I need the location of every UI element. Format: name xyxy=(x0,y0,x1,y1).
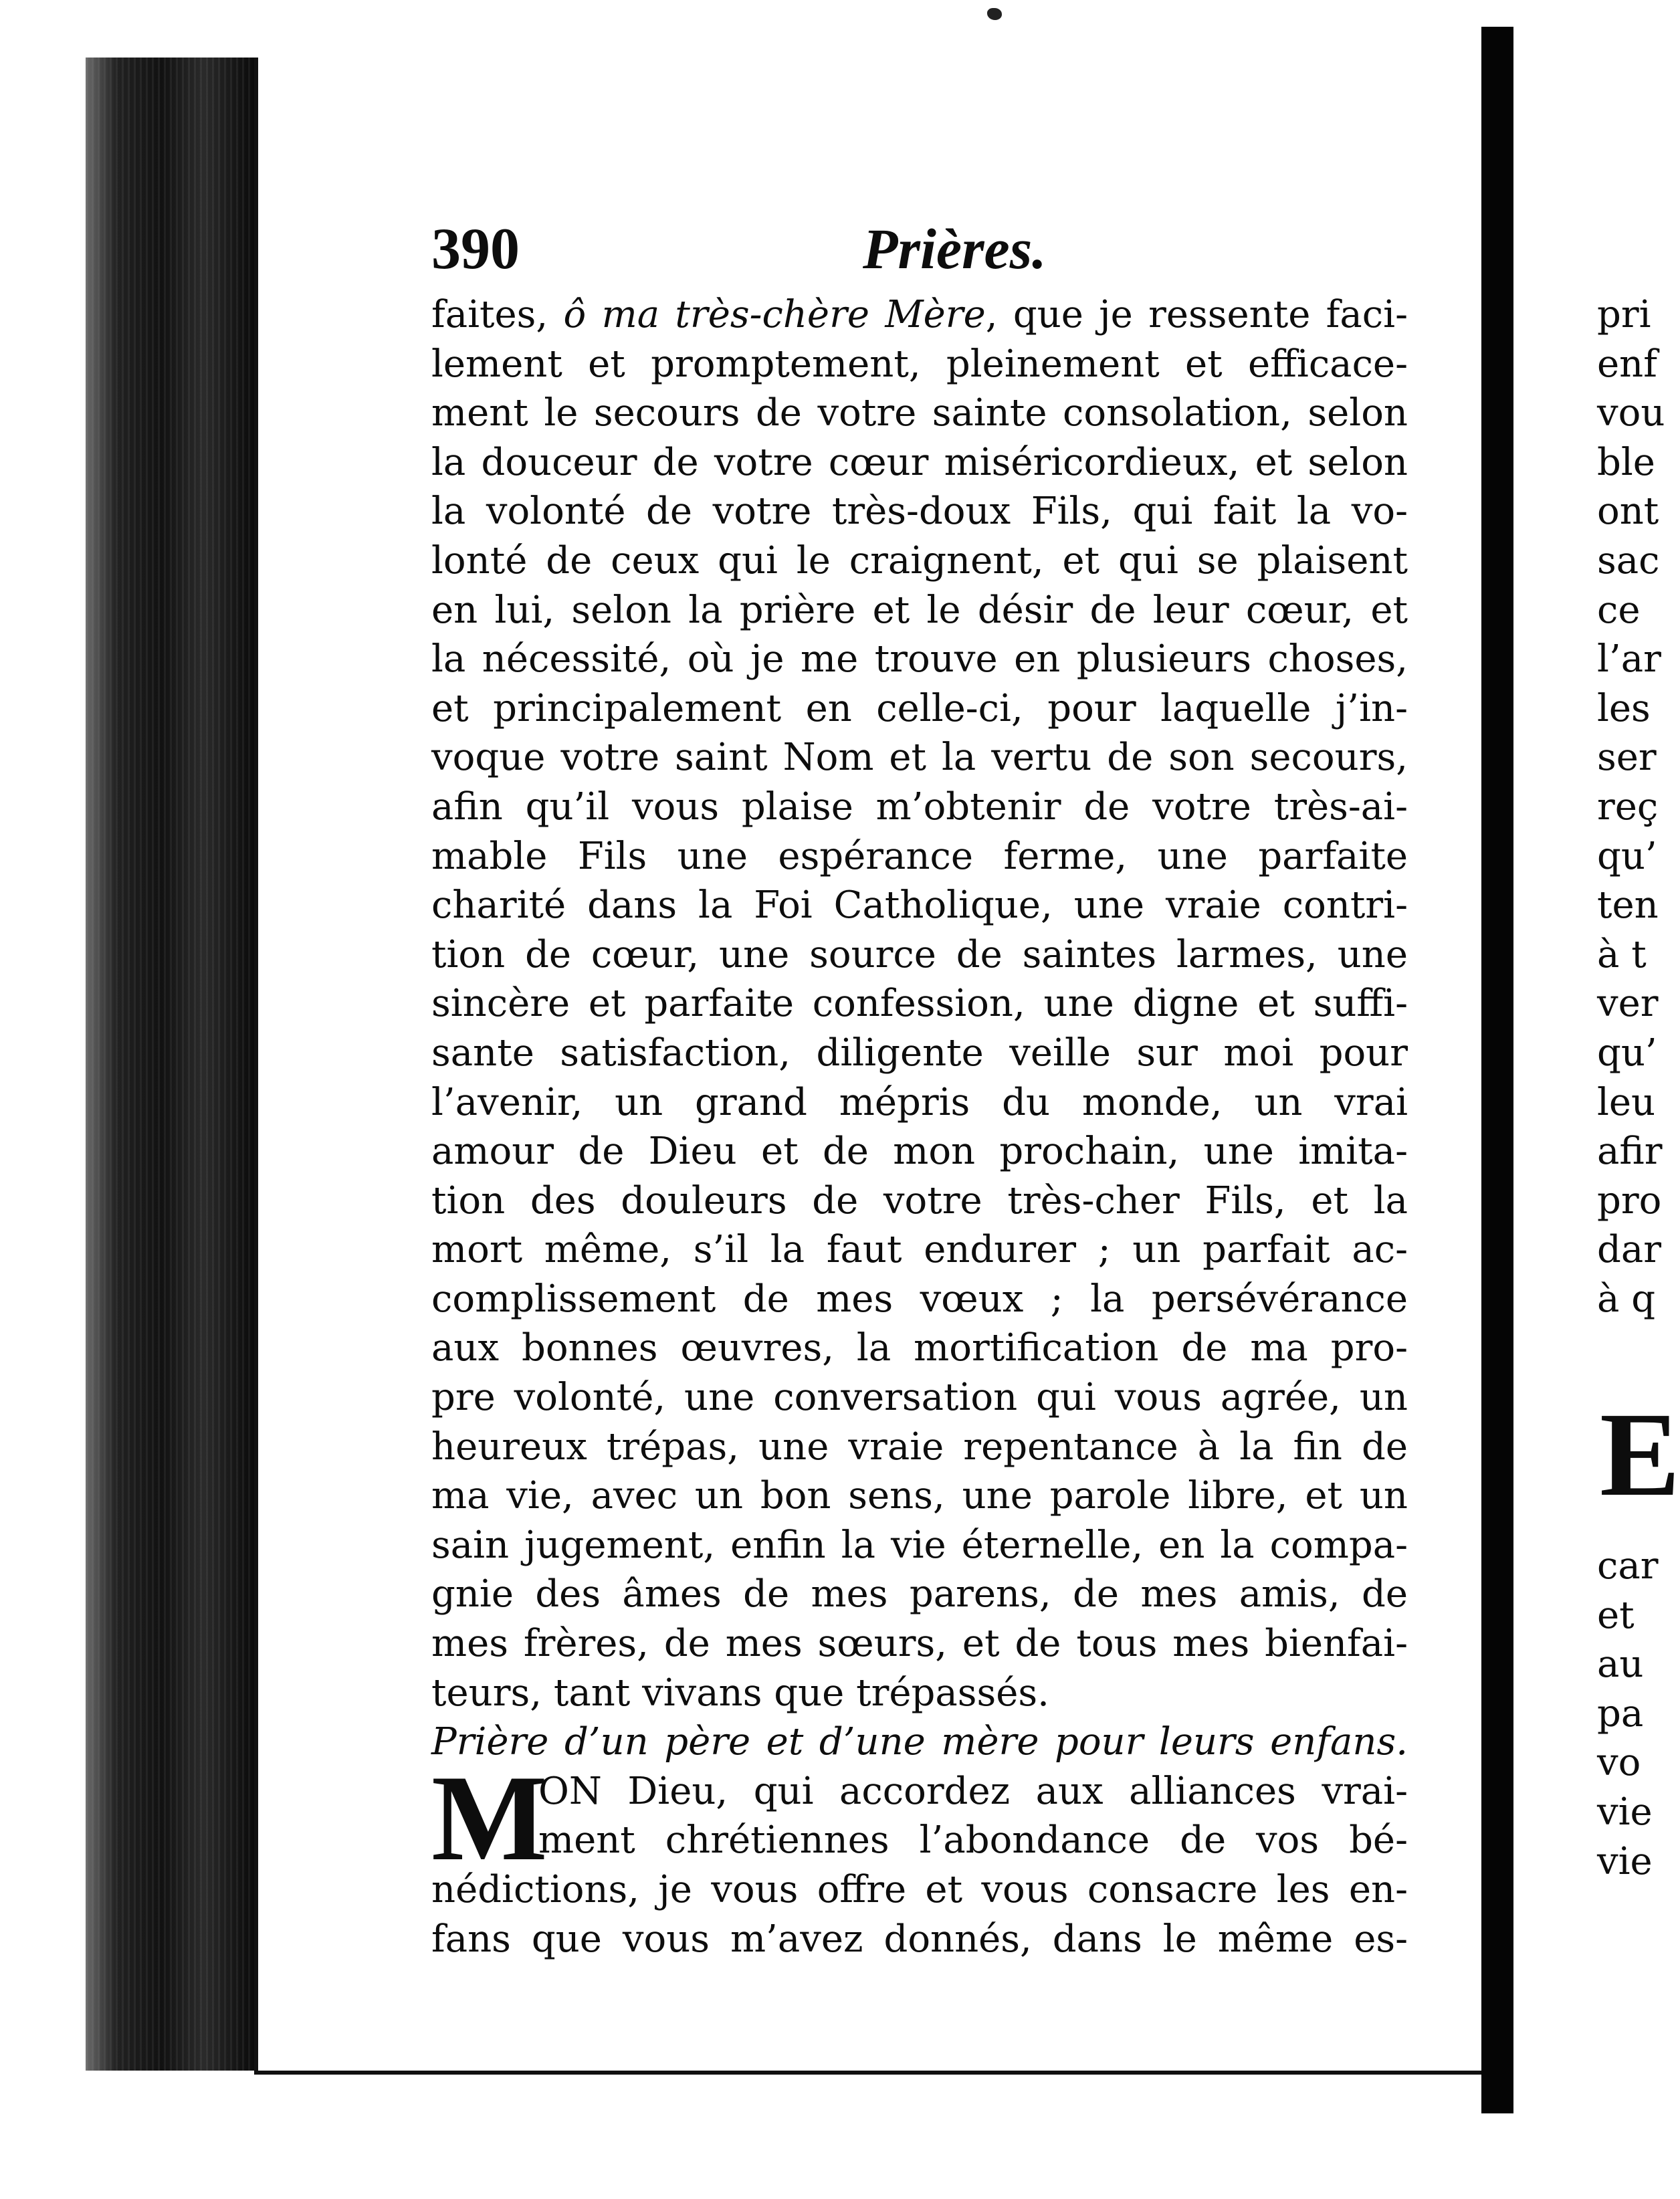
book-gutter xyxy=(1481,27,1513,2113)
text-line: amour de Dieu et de mon prochain, une imita- xyxy=(431,1130,1408,1174)
facing-fragment: ble xyxy=(1597,440,1655,484)
facing-fragment: ont xyxy=(1597,490,1659,534)
text-line: la volonté de votre très-doux Fils, qui fait la vo- xyxy=(431,490,1408,534)
text-line: complissement de mes vœux ; la persévérance xyxy=(431,1277,1408,1321)
text-segment: , que je ressente faci- xyxy=(985,293,1408,336)
facing-fragment: dar xyxy=(1597,1228,1662,1272)
facing-drop-cap: E xyxy=(1600,1388,1680,1521)
text-line: ma vie, avec un bon sens, une parole libre, et un xyxy=(431,1474,1408,1518)
prayer-heading: Prière d’un père et d’une mère pour leurs enfans. xyxy=(431,1720,1408,1764)
text-line: mes frères, de mes sœurs, et de tous mes bienfai- xyxy=(431,1622,1408,1666)
prayer-paragraph xyxy=(431,1749,1408,1964)
facing-fragment: leu xyxy=(1597,1080,1656,1124)
text-line: sante satisfaction, diligente veille sur moi pour xyxy=(431,1031,1408,1075)
body-text xyxy=(431,290,1408,1964)
text-line: aux bonnes œuvres, la mortification de ma pro- xyxy=(431,1326,1408,1370)
facing-fragment: vo xyxy=(1597,1741,1641,1785)
text-line: tion des douleurs de votre très-cher Fils, et la xyxy=(431,1178,1408,1223)
facing-fragment: vie xyxy=(1597,1790,1653,1834)
text-line: lement et promptement, pleinement et efficace- xyxy=(431,342,1408,386)
page-bottom-border xyxy=(254,2071,1481,2075)
facing-page-text xyxy=(1597,290,1665,1324)
facing-fragment: à t xyxy=(1597,932,1647,976)
text-line: la douceur de votre cœur miséricordieux, et selon xyxy=(431,440,1408,484)
text-line: pre volonté, une conversation qui vous agrée, un xyxy=(431,1376,1408,1420)
facing-fragment: à q xyxy=(1597,1277,1656,1321)
page-number: 390 xyxy=(431,217,520,282)
text-line: ment le secours de votre sainte consolation, selon xyxy=(431,391,1408,435)
ink-speck xyxy=(987,8,1002,20)
text-line: charité dans la Foi Catholique, une vraie contri- xyxy=(431,883,1408,928)
text-line: en lui, selon la prière et le désir de leur cœur, et xyxy=(431,588,1408,632)
text-line: heureux trépas, une vraie repentance à la fin de xyxy=(431,1425,1408,1469)
facing-fragment: car xyxy=(1597,1544,1659,1588)
facing-fragment: pa xyxy=(1597,1691,1644,1736)
facing-fragment: qu’ xyxy=(1597,1031,1657,1075)
facing-fragment: vou xyxy=(1597,391,1665,435)
facing-fragment: ten xyxy=(1597,883,1659,928)
text-line: gnie des âmes de mes parens, de mes amis, de xyxy=(431,1572,1408,1616)
text-line: fans que vous m’avez donnés, dans le même es- xyxy=(431,1917,1408,1961)
facing-fragment: pro xyxy=(1597,1178,1662,1223)
facing-fragment: enf xyxy=(1597,342,1657,386)
running-title: Prières. xyxy=(863,217,1047,281)
text-line: sain jugement, enfin la vie éternelle, en la compa- xyxy=(431,1523,1408,1567)
text-line: nédictions, je vous offre et vous consacre les en- xyxy=(431,1868,1408,1911)
text-line: ON Dieu, qui accordez aux alliances vrai- xyxy=(538,1769,1408,1813)
text-line: teurs, tant vivans que trépassés. xyxy=(431,1671,1049,1715)
text-line: afin qu’il vous plaise m’obtenir de votre très-ai- xyxy=(431,784,1408,829)
text-line: tion de cœur, une source de saintes larmes, une xyxy=(431,932,1408,976)
page-header xyxy=(431,215,1408,289)
italic-phrase: ô ma très-chère Mère xyxy=(563,293,986,336)
facing-fragment: l’ar xyxy=(1597,637,1661,682)
facing-fragment: ce xyxy=(1597,588,1641,632)
facing-fragment: qu’ xyxy=(1597,834,1657,878)
facing-fragment: sac xyxy=(1597,538,1660,583)
drop-cap: M xyxy=(431,1749,548,1886)
book-page-edges xyxy=(86,58,254,2071)
text-line: sincère et parfaite confession, une digne et suffi- xyxy=(431,982,1408,1026)
text-line: et principalement en celle-ci, pour laquelle j’in- xyxy=(431,686,1408,730)
facing-fragment: ser xyxy=(1597,736,1657,780)
facing-fragment: pri xyxy=(1597,293,1651,336)
facing-fragment: afir xyxy=(1597,1130,1663,1174)
facing-fragment: reç xyxy=(1597,784,1659,829)
facing-fragment: au xyxy=(1597,1643,1644,1687)
text-line: la nécessité, où je me trouve en plusieurs choses, xyxy=(431,637,1408,682)
facing-fragment: et xyxy=(1597,1593,1635,1637)
text-line: l’avenir, un grand mépris du monde, un vrai xyxy=(431,1080,1408,1124)
text-line: mable Fils une espérance ferme, une parfaite xyxy=(431,834,1408,878)
text-line: ment chrétiennes l’abondance de vos bé- xyxy=(538,1818,1408,1863)
text-line: voque votre saint Nom et la vertu de son secours, xyxy=(431,736,1408,780)
facing-page-text-lower xyxy=(1597,1542,1659,1886)
text-line: lonté de ceux qui le craignent, et qui se plaisent xyxy=(431,538,1408,583)
text-line: mort même, s’il la faut endurer ; un parfait ac- xyxy=(431,1228,1408,1272)
text-line xyxy=(431,290,1408,340)
text-segment: faites, xyxy=(431,293,564,336)
facing-fragment: vie xyxy=(1597,1839,1653,1883)
facing-fragment: les xyxy=(1597,686,1651,730)
facing-fragment: ver xyxy=(1597,982,1659,1026)
